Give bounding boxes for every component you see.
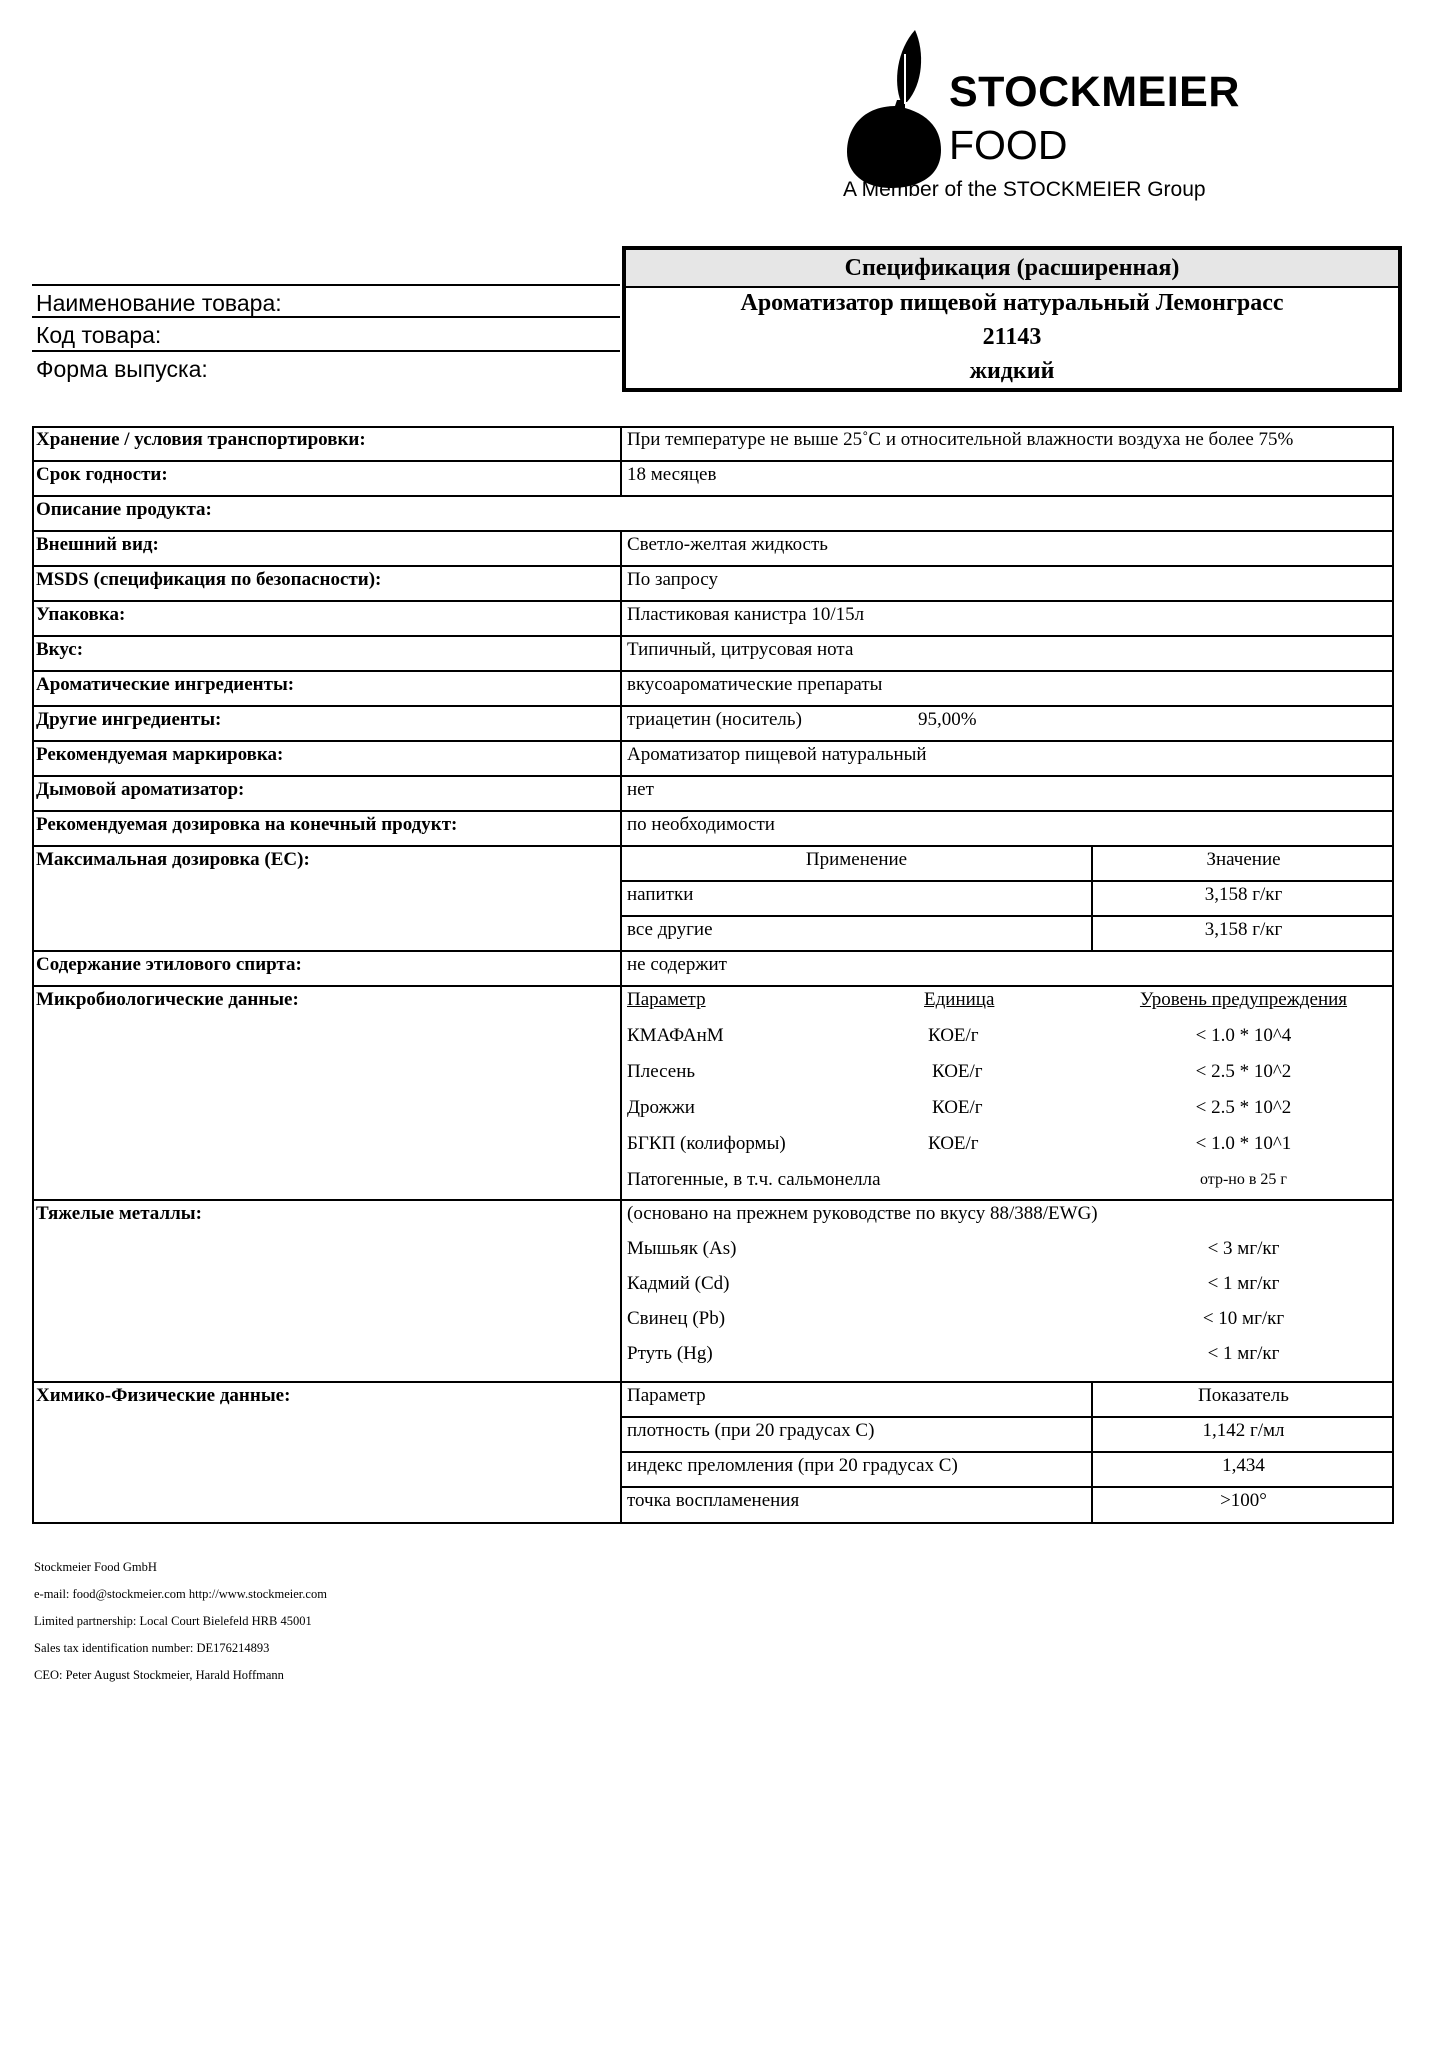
micro-unit: КОЕ/г [932,1061,983,1082]
metal-limit: < 1 мг/кг [1207,1343,1280,1364]
micro-unit: КОЕ/г [932,1097,983,1118]
labeling-value: Ароматизатор пищевой натуральный [627,744,927,765]
max-dosage-val: 3,158 г/кг [1204,919,1283,940]
metals-label: Тяжелые металлы: [36,1203,202,1224]
max-dosage-app: все другие [627,919,713,940]
micro-param: Дрожжи [627,1097,695,1118]
brand-sub: FOOD [949,122,1068,168]
appearance-label: Внешний вид: [36,534,159,555]
dosage-label: Рекомендуемая дозировка на конечный продукт: [36,814,458,835]
micro-param: Патогенные, в т.ч. сальмонелла [627,1169,881,1190]
footer-company: Stockmeier Food GmbH [34,1560,157,1574]
metal-name: Кадмий (Cd) [627,1273,730,1294]
product-code-label: Код товара: [32,318,620,352]
chem-param: точка воспламенения [627,1490,800,1511]
storage-label: Хранение / условия транспортировки: [36,429,366,450]
packaging-value: Пластиковая канистра 10/15л [627,604,865,625]
chem-param: плотность (при 20 градусах С) [627,1420,875,1441]
product-header-values [622,284,1402,392]
smoke-label: Дымовой ароматизатор: [36,779,245,800]
appearance-value: Светло-желтая жидкость [627,534,828,555]
chem-value: 1,142 г/мл [1202,1420,1285,1441]
chem-value: 1,434 [1222,1455,1265,1476]
chem-col-val: Показатель [1198,1385,1289,1406]
product-form-label: Форма выпуска: [36,356,208,382]
brand-name: STOCKMEIER [949,68,1240,116]
footer-partnership: Limited partnership: Local Court Bielefeld HRB 45001 [34,1614,312,1628]
brand-tagline: A Member of the STOCKMEIER Group [843,178,1206,201]
max-dosage-app: напитки [627,884,694,905]
metal-name: Ртуть (Hg) [627,1343,713,1364]
chem-value: >100° [1220,1490,1267,1511]
max-dosage-col-val: Значение [1206,849,1281,870]
aroma-ingredients-label: Ароматические ингредиенты: [36,674,295,695]
metals-note: (основано на прежнем руководстве по вкусу 88/388/EWG) [627,1203,1098,1224]
micro-level: отр-но в 25 г [1200,1171,1287,1188]
chem-col-param: Параметр [627,1385,706,1406]
msds-value: По запросу [627,569,718,590]
micro-col-level: Уровень предупреждения [1139,989,1348,1010]
taste-value: Типичный, цитрусовая нота [627,639,854,660]
metal-name: Свинец (Pb) [627,1308,726,1329]
msds-label: MSDS (спецификация по безопасности): [36,569,382,590]
shelf-life-value: 18 месяцев [627,464,717,485]
pear-leaf-icon [843,28,947,188]
other-ingredients-percent: 95,00% [918,709,977,730]
footer-ceo: CEO: Peter August Stockmeier, Harald Hoffmann [34,1668,284,1682]
micro-param: КМАФАнМ [627,1025,724,1046]
micro-level: < 1.0 * 10^4 [1195,1025,1292,1046]
product-code-value: 21143 [982,324,1042,350]
micro-level: < 1.0 * 10^1 [1195,1133,1292,1154]
chem-param: индекс преломления (при 20 градусах С) [627,1455,958,1476]
micro-param: Плесень [627,1061,696,1082]
micro-label: Микробиологические данные: [36,989,299,1010]
metal-limit: < 1 мг/кг [1207,1273,1280,1294]
chem-label: Химико-Физические данные: [36,1385,291,1406]
ethanol-label: Содержание этилового спирта: [36,954,302,975]
max-dosage-col-app: Применение [805,849,908,870]
product-name-label: Наименование товара: [32,284,620,318]
max-dosage-val: 3,158 г/кг [1204,884,1283,905]
footer-tax: Sales tax identification number: DE176214893 [34,1641,270,1655]
micro-unit: КОЕ/г [928,1025,979,1046]
micro-col-param: Параметр [627,989,706,1010]
metal-limit: < 10 мг/кг [1202,1308,1285,1329]
micro-col-unit: Единица [924,989,995,1010]
product-form-value: жидкий [969,358,1055,384]
smoke-value: нет [627,779,654,800]
other-ingredients-name: триацетин (носитель) [627,709,802,730]
taste-label: Вкус: [36,639,84,660]
storage-value: При температуре не выше 25˚С и относительной влажности воздуха не более 75% [627,429,1294,450]
dosage-value: по необходимости [627,814,775,835]
packaging-label: Упаковка: [36,604,126,625]
micro-unit: КОЕ/г [928,1133,979,1154]
description-label: Описание продукта: [36,499,212,520]
product-name-value: Ароматизатор пищевой натуральный Лемонграсс [740,290,1284,316]
aroma-ingredients-value: вкусоароматические препараты [627,674,883,695]
spec-title: Спецификация (расширенная) [622,246,1402,288]
labeling-label: Рекомендуемая маркировка: [36,744,284,765]
micro-level: < 2.5 * 10^2 [1195,1097,1292,1118]
shelf-life-label: Срок годности: [36,464,168,485]
other-ingredients-label: Другие ингредиенты: [36,709,222,730]
max-dosage-label: Максимальная дозировка (ЕС): [36,849,310,870]
ethanol-value: не содержит [627,954,727,975]
footer-contact: e-mail: food@stockmeier.com http://www.stockmeier.com [34,1587,327,1601]
micro-level: < 2.5 * 10^2 [1195,1061,1292,1082]
micro-param: БГКП (колиформы) [627,1133,786,1154]
metal-name: Мышьяк (As) [627,1238,737,1259]
metal-limit: < 3 мг/кг [1207,1238,1280,1259]
company-logo [843,22,1243,212]
